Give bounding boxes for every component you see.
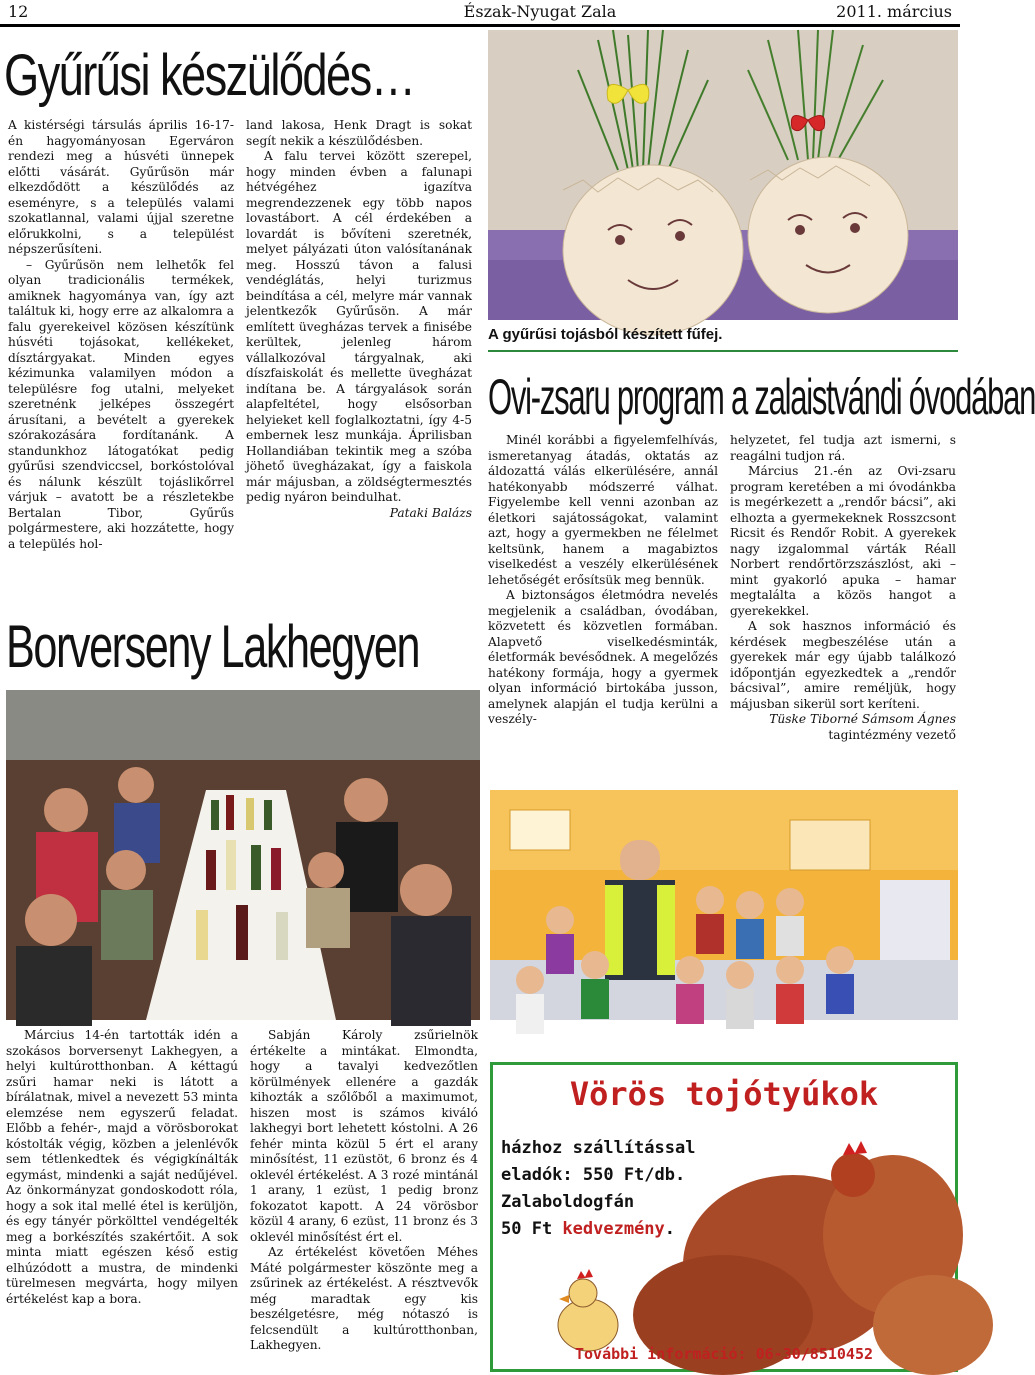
article-title-ovi-zsaru: Ovi-zsaru program a zalaistvándi óvodában	[488, 369, 1035, 425]
ad-title: Vörös tojótyúkok	[569, 1075, 879, 1113]
paragraph: Az értékelést követően Méhes Máté polgármester köszönte meg a zsűrinek az értékelést. A résztvevők még maradtak egy kis beszélgetésre, még nótaszó is felcsendült a kultúrotthonban, Lakhegyen.	[250, 1245, 478, 1352]
paragraph: – Gyűrűsön nem lelhetők fel olyan tradicionális termékek, amiknek hagyománya van, így azt találtuk ki, hogy erre az alkalomra a falu gyerekeivel közösen készítünk húsvéti tojásokat, kellékeket, dísztárgyakat. Minden egyes kézimunka valamilyen módon a településre fog utalni, melyeket szeretnénk jelképes összegért árusítani, a bevételt a gyerekek szórakozására fordítanánk. A standunkhoz látogatókat pedig gyűrűsi szendviccsel, borkóstolóval és nálunk készült tojáslikőrrel várjuk – avatott be a részletekbe Bertalan Tibor, Gyűrűs polgármestere, aki hozzátette, hogy a település hol-	[8, 257, 234, 551]
paragraph: A sok hasznos információ és kérdések megbeszélése után a gyerekek már egy újabb találkozó időpontján egyezkedtek a „rendőr bácsival”, amire reméljük, hogy májusban sikerül sort keríteni.	[730, 619, 956, 711]
article3-column-1	[6, 1028, 238, 1307]
paragraph: Március 21.-én az Ovi-zsaru program keretében a mi óvodánkba is megérkezett a „rendőr bácsi”, aki elhozta a gyermekeknek Rosszcsont Ricsit és Rendőr Robit. A gyerekek nagy izgalommal várták Réall Norbert rendőrtörzszászlóst, aki – mint gyakorló apuka – hamar megtalálta a közös hangot a gyerekekkel.	[730, 464, 956, 618]
paragraph: A kistérségi társulás április 16-17-én hagyományosan Egerváron rendezi meg a húsvéti ünnepek előtti vásárát. Gyűrűsön már elkezdődött a készülődés az eseményre, s a település valami szokatlannal, valami újjal szeretne előrukkolni, s a települést népszerűsíteni.	[8, 118, 234, 256]
paragraph: A falu tervei között szerepel, hogy minden évben a falunapi hétvégéhez igazítva megrendezzenek egy több napos lovastábort. A cél érdekében a lovardát is bővíteni szeretnék, melyet pályázati úton valósítanának meg. Hosszú távon a falusi vendéglátás, helyi turizmus beindítása a cél, melyre már vannak jelentkezők Gyűrűsön. A már említett üvegházas tervek a finisébe kerültek, jelenleg három vállalkozóval tárgyalnak, aki díszfaiskolát és mellette üvegházat indítana be. A tárgyalások során alapfeltétel, hogy elsősorban helyieket kell foglalkoztatni, így 4-5 embernek lesz munkája. Áprilisban Hollandiában tekintik meg a szóba jöhető üvegházakat, így a faiskola már májusban, a zöldségtermesztés pedig nyáron beindulhat.	[246, 149, 472, 504]
article-author: Tüske Tiborné Sámsom Ágnes	[769, 712, 956, 726]
ad-discount-word: kedvezmény	[562, 1219, 665, 1239]
photo-kindergarten-police	[490, 790, 958, 1020]
article2-column-1	[488, 433, 718, 728]
advertisement-red-hens	[490, 1062, 958, 1372]
egg-photo-illustration	[488, 30, 958, 320]
photo-egg-grass-heads	[488, 30, 958, 320]
kids-photo-illustration	[490, 790, 958, 1020]
paragraph: Minél korábbi a figyelemfelhívás, ismeretanyag átadás, oktatás az áldozattá válás elkerülésére, annál hatékonyabb módszerré válhat. Figyelembe kell venni azonban az életkori sajátosságokat, valamint azt, hogy a gyermekben ne félelmet keltsünk, hanem a magabiztos viselkedést a veszély elkerülésének lehetőségét erősítsük meg bennük.	[488, 433, 718, 587]
ad-period: .	[664, 1219, 676, 1239]
section-divider	[488, 350, 958, 352]
paragraph: A biztonságos életmódra nevelés megjelenik a családban, óvodában, közvetett és közvetlen formában. Alapvető viselkedésminták, életformák bevésődnek. A megelőzés hatékony formája, hogy a gyermek olyan információ birtokába jusson, amelynek alapján el tudja kerülni a veszély-	[488, 588, 718, 726]
article-title-borverseny: Borverseny Lakhegyen	[6, 613, 420, 680]
paragraph: helyzetet, fel tudja azt ismerni, s reagálni tudjon rá.	[730, 433, 956, 463]
ad-contact-info: További információ: 06-30/8510452	[574, 1345, 873, 1363]
ad-line: Zalaboldogfán	[501, 1192, 635, 1212]
ad-line: eladók: 550 Ft/db.	[501, 1165, 686, 1185]
photo-wine-tasting	[6, 690, 480, 1020]
ad-line: házhoz szállítással	[501, 1138, 696, 1158]
wine-photo-illustration	[6, 690, 480, 1020]
ad-line	[501, 1216, 695, 1243]
header-rule	[0, 24, 960, 27]
article-author: Pataki Balázs	[389, 505, 472, 520]
issue-date: 2011. március	[836, 2, 952, 21]
page-number: 12	[8, 2, 29, 21]
paper-name: Észak-Nyugat Zala	[463, 2, 617, 21]
article1-column-1	[8, 118, 234, 552]
article2-column-2	[730, 433, 956, 743]
article1-column-2	[246, 118, 472, 521]
ad-discount-amount: 50 Ft	[501, 1219, 563, 1239]
paragraph: Március 14-én tartották idén a szokásos borversenyt Lakhegyen, a helyi kultúrotthonban. A kéttagú zsűri hamar neki is látott a bírálatnak, mivel a nevezett 53 minta elemzése nem egyszerű feladat. Előbb a fehér-, majd a vörösborokat kóstolták végig, közben a jelenlévők sem tétlenkedtek és végigkínálták egymást, mindenki a saját nedűjével. Az önkormányzat gondoskodott róla, hogy a sok ital mellé étel is kerüljön, és egy tányér pörkölttel vendégelték meg a borkészítés szakértőit. A sok minta miatt egészen késő estig elhúzódott a mustra, de mindenki türelmesen megvárta, hogy milyen értékelést kap a bora.	[6, 1028, 238, 1306]
article-author-role: tagintézmény vezető	[828, 727, 956, 742]
article-title-gyurusi: Gyűrűsi készülődés…	[4, 43, 415, 108]
article3-column-2	[250, 1028, 478, 1354]
photo-caption-eggs: A gyűrűsi tojásból készített fűfej.	[488, 326, 723, 343]
paragraph: land lakosa, Henk Dragt is sokat segít nekik a készülődésben.	[246, 118, 472, 148]
paragraph: Sabján Károly zsűrielnök értékelte a mintákat. Elmondta, hogy a tavalyi kedvezőtlen körülmények ellenére a gazdák kihozták a szőlőből a maximumot, hiszen most is számos kiváló lakhegyi bort lehetett kóstolni. A 26 fehér minta közül 5 ért el arany minősítést, 11 ezüstöt, 6 bronz és 4 oklevél értékelést. A 3 rozé mintánál 1 arany, 1 ezüst, 1 pedig bronz fokozatot kapott. A 24 vörösbor közül 4 arany, 6 ezüst, 11 bronz és 3 oklevél minősítést ért el.	[250, 1028, 478, 1244]
ad-text	[501, 1135, 695, 1243]
